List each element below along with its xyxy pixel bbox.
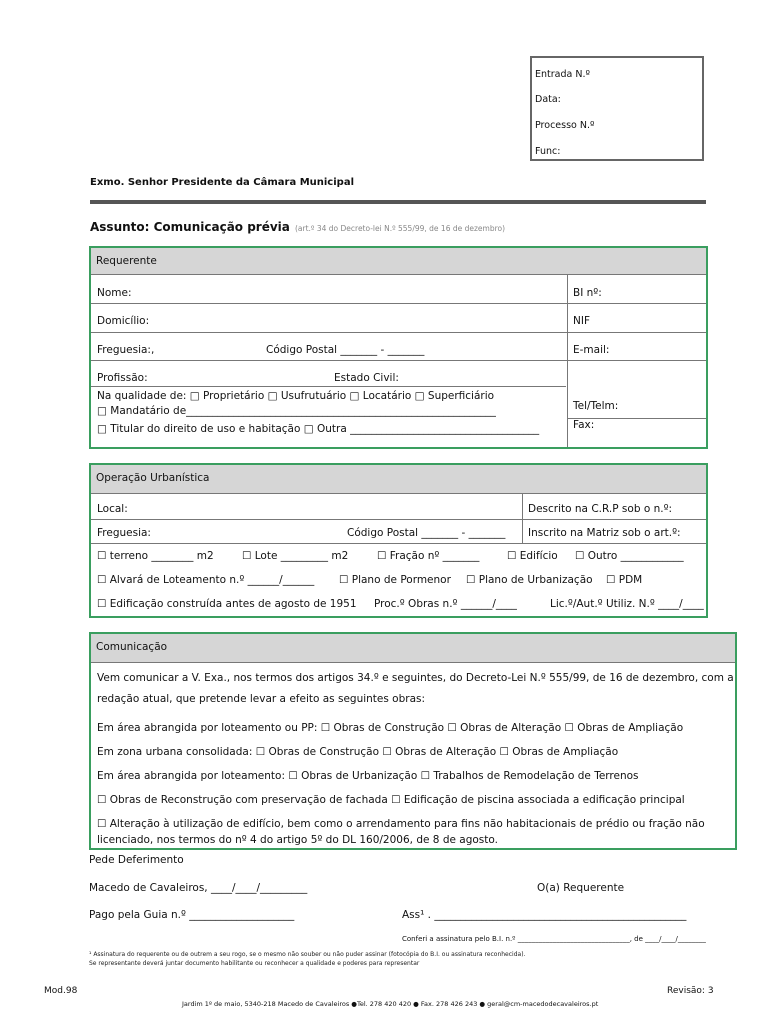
edificacao-checkbox[interactable]: ☐ Edificação construída antes de agosto de 1951 (97, 598, 357, 610)
footnote-2: Se representante deverá juntar documento habilitante ou reconhecer a qualidade e poderes para representar (89, 960, 420, 967)
macedo-date-field[interactable]: Macedo de Cavaleiros, ____/____/_________ (89, 882, 308, 894)
domicilio-field[interactable]: Domicílio: (97, 315, 150, 327)
requerente-header (91, 248, 706, 275)
operacao-section (89, 463, 708, 618)
operacao-header (91, 465, 706, 494)
codigo-postal-field[interactable]: Código Postal _______ - _______ (266, 344, 425, 356)
op-freguesia-field[interactable]: Freguesia: (97, 527, 151, 539)
revisao-label: Revisão: 3 (667, 986, 714, 996)
row-divider (91, 303, 706, 304)
entry-box (530, 56, 704, 161)
subject (90, 216, 505, 235)
plano-pormenor-checkbox[interactable]: ☐ Plano de Pormenor (339, 574, 451, 586)
row-divider (91, 543, 706, 544)
inscrito-field[interactable]: Inscrito na Matriz sob o art.º: (528, 527, 681, 539)
fax-field[interactable]: Fax: (573, 419, 595, 431)
divider-bar (90, 200, 706, 204)
email-field[interactable]: E-mail: (573, 344, 610, 356)
pdm-checkbox[interactable]: ☐ PDM (606, 574, 643, 586)
plano-urbanizacao-checkbox[interactable]: ☐ Plano de Urbanização (466, 574, 593, 586)
signature-field[interactable]: Ass¹ . ________________________________________________ (402, 909, 687, 921)
entry-date-label: Data: (535, 94, 561, 105)
alteracao-utilizacao-checkbox[interactable]: ☐ Alteração à utilização de edifício, bem como o arrendamento para fins não habitacionais de prédio ou fração não (97, 818, 705, 830)
comunicacao-intro-1: Vem comunicar a V. Exa., nos termos dos artigos 34.º e seguintes, do Decreto-Lei N.º 555/99, de 16 de dezembro, com a (97, 672, 734, 684)
profissao-field[interactable]: Profissão: (97, 372, 148, 384)
obras-loteamento-options[interactable]: Em área abrangida por loteamento: ☐ Obras de Urbanização ☐ Trabalhos de Remodelação de Terrenos (97, 770, 639, 782)
fracao-checkbox[interactable]: ☐ Fração nº _______ (377, 550, 480, 562)
operacao-title: Operação Urbanística (96, 472, 210, 484)
requerente-label: O(a) Requerente (537, 882, 625, 894)
terreno-checkbox[interactable]: ☐ terreno ________ m2 (97, 550, 214, 562)
outro-checkbox[interactable]: ☐ Outro ____________ (575, 550, 684, 562)
comunicacao-intro-2: redação atual, que pretende levar a efeito as seguintes obras: (97, 693, 426, 705)
bi-field[interactable]: BI nº: (573, 287, 602, 299)
nome-field[interactable]: Nome: (97, 287, 132, 299)
func-label: Func: (535, 146, 561, 157)
pede-deferimento: Pede Deferimento (89, 854, 184, 866)
row-divider (91, 360, 706, 361)
conferi-field[interactable]: Conferi a assinatura pelo B.I. n.º ________________________________, de ____/____/________ (402, 935, 706, 943)
estado-civil-field[interactable]: Estado Civil: (334, 372, 399, 384)
op-codigo-postal-field[interactable]: Código Postal _______ - _______ (347, 527, 506, 539)
qualidade-options-1[interactable]: Na qualidade de: □ Proprietário □ Usufrutuário □ Locatário □ Superficiário (97, 390, 495, 402)
local-field[interactable]: Local: (97, 503, 128, 515)
process-number-label: Processo N.º (535, 120, 595, 131)
descrito-field[interactable]: Descrito na C.R.P sob o n.º: (528, 503, 673, 515)
row-divider (91, 332, 706, 333)
entry-number-label: Entrada N.º (535, 69, 590, 80)
freguesia-field[interactable]: Freguesia:, (97, 344, 155, 356)
tel-field[interactable]: Tel/Telm: (573, 400, 619, 412)
guia-field[interactable]: Pago pela Guia n.º ____________________ (89, 909, 295, 921)
requerente-title: Requerente (96, 255, 157, 267)
comunicacao-header (91, 634, 735, 663)
comunicacao-section (89, 632, 737, 850)
obras-loteamento-pp-options[interactable]: Em área abrangida por loteamento ou PP: ☐ Obras de Construção ☐ Obras de Alteração ☐ Obras de Ampliação (97, 722, 684, 734)
addressee: Exmo. Senhor Presidente da Câmara Municipal (90, 177, 354, 188)
reconstrucao-piscina-options[interactable]: ☐ Obras de Reconstrução com preservação de fachada ☐ Edificação de piscina associada a edificação principal (97, 794, 685, 806)
footer-address: Jardim 1º de maio, 5340-218 Macedo de Cavaleiros ●Tel. 278 420 420 ● Fax. 278 426 243 ● geral@cm-macedodecavaleiros.pt (182, 1000, 599, 1008)
alvara-checkbox[interactable]: ☐ Alvará de Loteamento n.º ______/______ (97, 574, 315, 586)
column-divider (522, 493, 523, 543)
row-divider (91, 519, 706, 520)
qualidade-options-2[interactable]: □ Mandatário de___________________________________________________________ (97, 405, 496, 417)
lote-checkbox[interactable]: ☐ Lote _________ m2 (242, 550, 349, 562)
mod-label: Mod.98 (44, 986, 78, 996)
comunicacao-title: Comunicação (96, 641, 168, 653)
nif-field[interactable]: NIF (573, 315, 590, 327)
subject-label: Assunto: Comunicação prévia (90, 220, 290, 234)
edificio-checkbox[interactable]: ☐ Edifício (507, 550, 558, 562)
column-divider (567, 274, 568, 447)
row-divider (91, 386, 566, 387)
subject-note: (art.º 34 do Decreto-lei N.º 555/99, de 16 de dezembro) (295, 224, 506, 233)
proc-obras-field[interactable]: Proc.º Obras n.º ______/____ (374, 598, 517, 610)
alteracao-utilizacao-detail: licenciado, nos termos do nº 4 do artigo 5º do DL 160/2006, de 8 de agosto. (97, 834, 498, 846)
requerente-section (89, 246, 708, 449)
obras-zona-urbana-options[interactable]: Em zona urbana consolidada: ☐ Obras de Construção ☐ Obras de Alteração ☐ Obras de Ampliação (97, 746, 619, 758)
lic-utiliz-field[interactable]: Lic.º/Aut.º Utiliz. N.º ____/____ (550, 598, 704, 610)
footnote-1: ¹ Assinatura do requerente ou de outrem a seu rogo, se o mesmo não souber ou não puder assinar (fotocópia do B.I. ou assinatura reconhecida). (89, 951, 526, 958)
qualidade-options-3[interactable]: □ Titular do direito de uso e habitação □ Outra ____________________________________ (97, 423, 540, 435)
